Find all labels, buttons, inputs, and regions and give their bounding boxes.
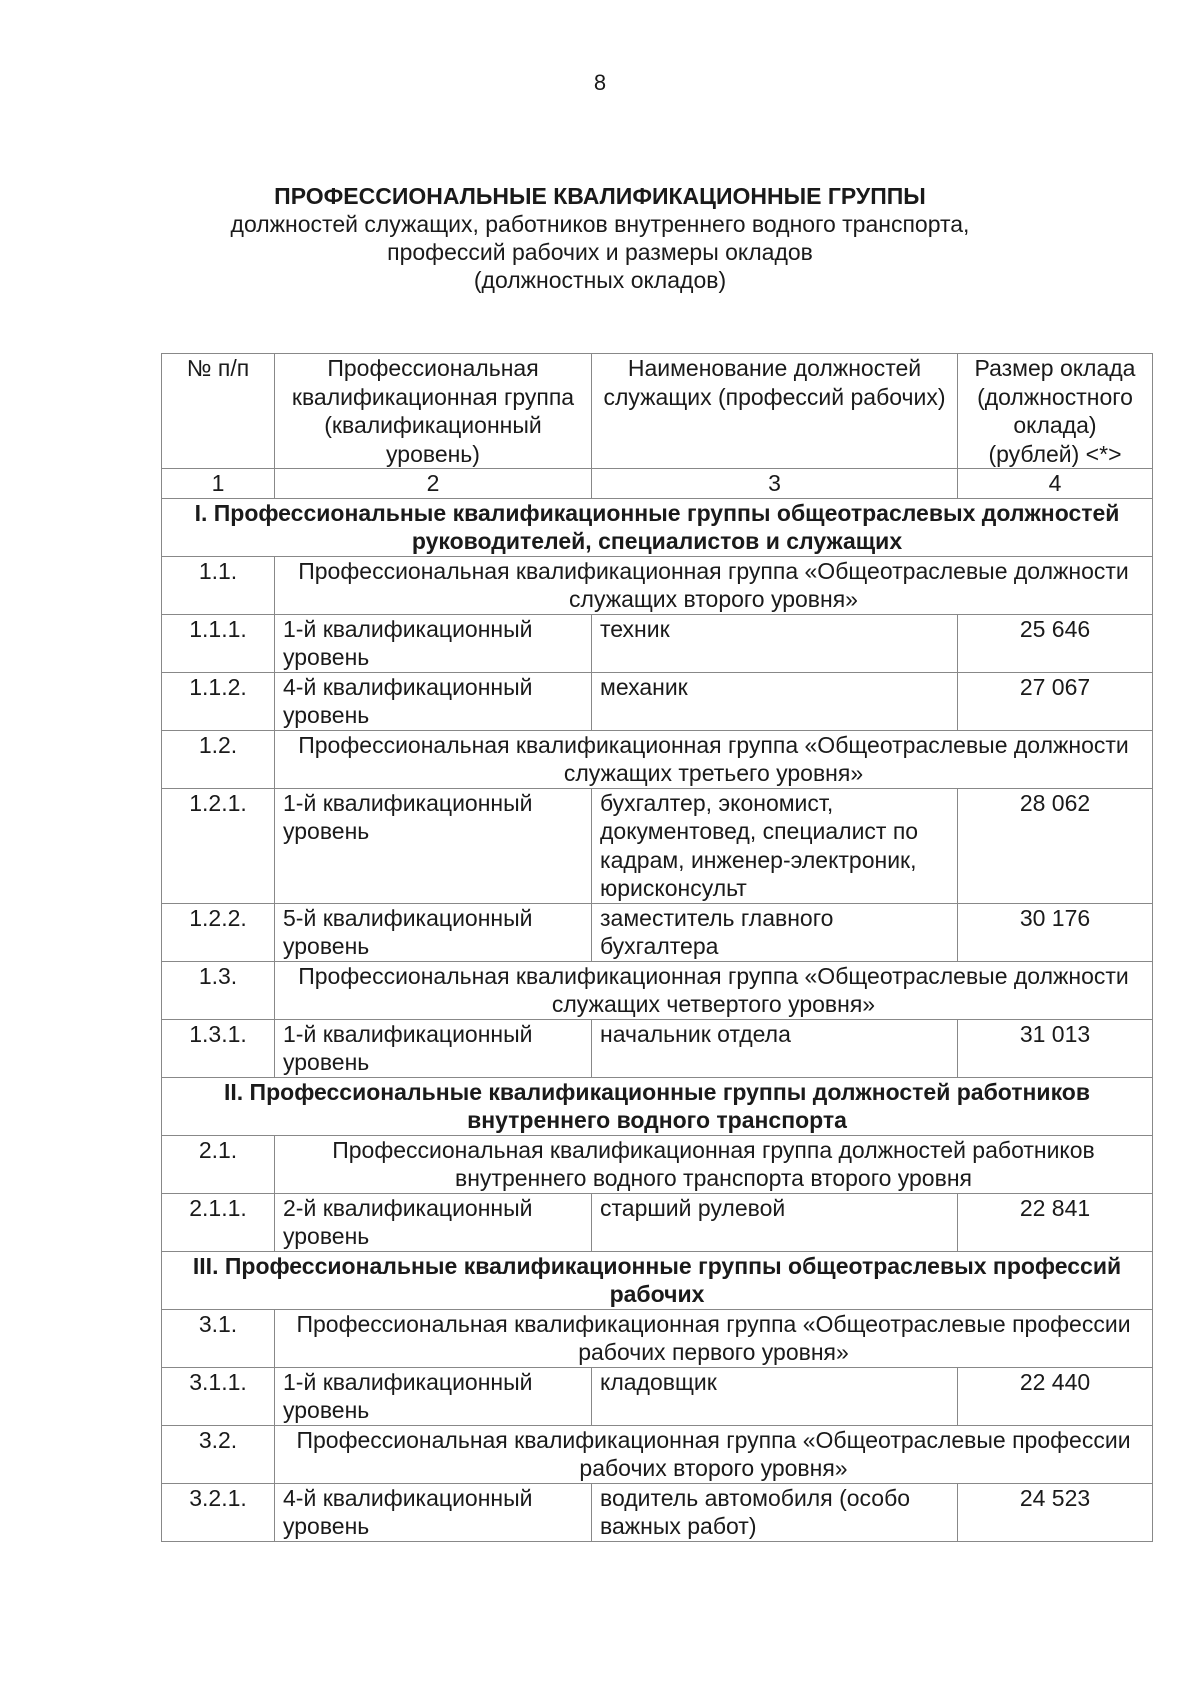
- salary-amount: 31 013: [958, 1019, 1153, 1077]
- section-title: II. Профессиональные квалификационные группы должностей работников внутреннего водного транспорта: [162, 1077, 1153, 1135]
- group-name: Профессиональная квалификационная группа «Общеотраслевые должности служащих третьего уровня»: [275, 730, 1153, 788]
- row-number: 1.1.2.: [162, 672, 275, 730]
- position-names: старший рулевой: [592, 1193, 958, 1251]
- group-name: Профессиональная квалификационная группа «Общеотраслевые профессии рабочих первого уровня»: [275, 1309, 1153, 1367]
- salary-amount: 25 646: [958, 614, 1153, 672]
- position-names: механик: [592, 672, 958, 730]
- row-number: 1.3.1.: [162, 1019, 275, 1077]
- salary-amount: 22 841: [958, 1193, 1153, 1251]
- qualification-level: 4-й квалификационный уровень: [275, 672, 592, 730]
- row-number: 2.1.1.: [162, 1193, 275, 1251]
- header-group: Профессиональная квалификационная группа (квалификационный уровень): [275, 354, 592, 469]
- title-line-1: ПРОФЕССИОНАЛЬНЫЕ КВАЛИФИКАЦИОННЫЕ ГРУППЫ: [274, 183, 926, 209]
- row-number: 1.2.2.: [162, 903, 275, 961]
- group-number: 2.1.: [162, 1135, 275, 1193]
- qualification-level: 2-й квалификационный уровень: [275, 1193, 592, 1251]
- table-row: [162, 1483, 1153, 1541]
- section-row: [162, 498, 1153, 556]
- header-positions: Наименование должностей служащих (профессий рабочих): [592, 354, 958, 469]
- column-numbers-row: [162, 469, 1153, 499]
- salary-amount: 28 062: [958, 788, 1153, 903]
- group-number: 1.1.: [162, 556, 275, 614]
- row-number: 3.1.1.: [162, 1367, 275, 1425]
- column-number-1: 1: [162, 469, 275, 499]
- section-title: I. Профессиональные квалификационные группы общеотраслевых должностей руководителей, специалистов и служащих: [162, 498, 1153, 556]
- section-title: III. Профессиональные квалификационные группы общеотраслевых профессий рабочих: [162, 1251, 1153, 1309]
- position-names: кладовщик: [592, 1367, 958, 1425]
- qualification-level: 1-й квалификационный уровень: [275, 614, 592, 672]
- group-name: Профессиональная квалификационная группа должностей работников внутреннего водного транспорта второго уровня: [275, 1135, 1153, 1193]
- title-line-3: профессий рабочих и размеры окладов: [387, 239, 813, 265]
- title-line-4: (должностных окладов): [473, 267, 727, 293]
- position-names: бухгалтер, экономист, документовед, специалист по кадрам, инженер-электроник, юрисконсульт: [592, 788, 958, 903]
- table-row: [162, 788, 1153, 903]
- table-row: [162, 672, 1153, 730]
- group-row: [162, 1135, 1153, 1193]
- page-number: 8: [593, 70, 607, 95]
- salary-amount: 22 440: [958, 1367, 1153, 1425]
- table-row: [162, 1193, 1153, 1251]
- title-line-2: должностей служащих, работников внутреннего водного транспорта,: [230, 211, 970, 237]
- qualification-level: 1-й квалификационный уровень: [275, 788, 592, 903]
- table-header-row: [162, 354, 1153, 469]
- salary-table: [161, 353, 1153, 1542]
- group-row: [162, 1309, 1153, 1367]
- table-row: [162, 1367, 1153, 1425]
- section-row: [162, 1251, 1153, 1309]
- table-row: [162, 903, 1153, 961]
- position-names: водитель автомобиля (особо важных работ): [592, 1483, 958, 1541]
- group-name: Профессиональная квалификационная группа «Общеотраслевые должности служащих второго уровня»: [275, 556, 1153, 614]
- group-name: Профессиональная квалификационная группа «Общеотраслевые профессии рабочих второго уровня»: [275, 1425, 1153, 1483]
- qualification-level: 1-й квалификационный уровень: [275, 1019, 592, 1077]
- row-number: 3.2.1.: [162, 1483, 275, 1541]
- group-row: [162, 1425, 1153, 1483]
- qualification-level: 1-й квалификационный уровень: [275, 1367, 592, 1425]
- salary-amount: 24 523: [958, 1483, 1153, 1541]
- column-number-4: 4: [958, 469, 1153, 499]
- header-salary: Размер оклада (должностного оклада) (рублей) <*>: [958, 354, 1153, 469]
- row-number: 1.1.1.: [162, 614, 275, 672]
- table-row: [162, 614, 1153, 672]
- group-number: 1.2.: [162, 730, 275, 788]
- group-row: [162, 961, 1153, 1019]
- position-names: заместитель главного бухгалтера: [592, 903, 958, 961]
- salary-amount: 27 067: [958, 672, 1153, 730]
- table-row: [162, 1019, 1153, 1077]
- position-names: техник: [592, 614, 958, 672]
- salary-amount: 30 176: [958, 903, 1153, 961]
- section-row: [162, 1077, 1153, 1135]
- group-name: Профессиональная квалификационная группа «Общеотраслевые должности служащих четвертого уровня»: [275, 961, 1153, 1019]
- group-number: 1.3.: [162, 961, 275, 1019]
- header-number: № п/п: [162, 354, 275, 469]
- salary-table-body: [162, 354, 1153, 1542]
- group-number: 3.1.: [162, 1309, 275, 1367]
- column-number-3: 3: [592, 469, 958, 499]
- document-title: [0, 182, 1200, 294]
- qualification-level: 5-й квалификационный уровень: [275, 903, 592, 961]
- qualification-level: 4-й квалификационный уровень: [275, 1483, 592, 1541]
- group-number: 3.2.: [162, 1425, 275, 1483]
- column-number-2: 2: [275, 469, 592, 499]
- row-number: 1.2.1.: [162, 788, 275, 903]
- position-names: начальник отдела: [592, 1019, 958, 1077]
- group-row: [162, 556, 1153, 614]
- group-row: [162, 730, 1153, 788]
